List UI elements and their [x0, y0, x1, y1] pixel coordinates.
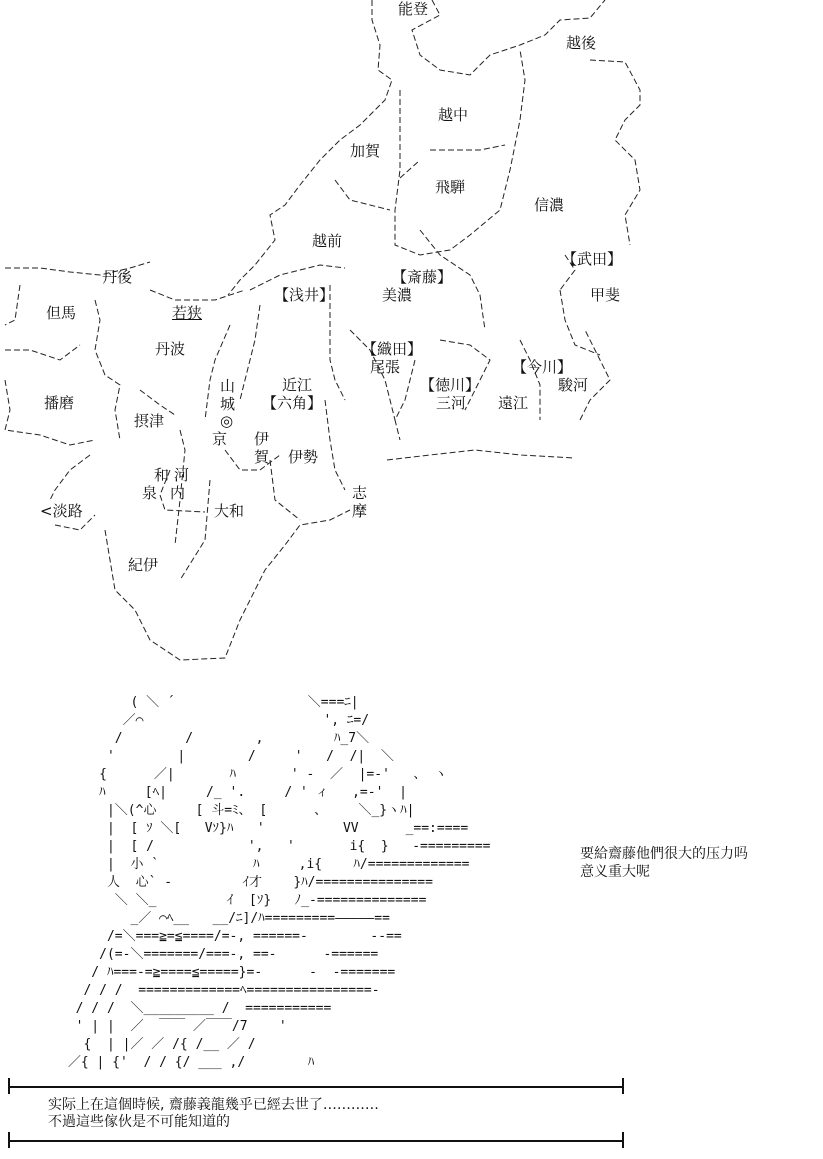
province-settsu: 摂津	[134, 412, 165, 430]
capital-mark-icon: ◎	[220, 412, 234, 430]
aa-line: / / / =============ﾍ================-	[60, 983, 380, 998]
province-mino: 美濃	[382, 286, 413, 304]
province-wa: 和	[154, 466, 170, 484]
aa-line: ' | | ／ ￣￣ ／￣￣/7 '	[60, 1019, 287, 1034]
clan-takeda: 【武田】	[562, 250, 623, 268]
province-etchu: 越中	[438, 106, 469, 124]
aa-line: / ﾊ===-=≧====≦=====}=- - -=======	[60, 965, 396, 980]
side-note-line-1: 要給齋藤他們很大的压力吗	[580, 846, 748, 862]
aa-line: { | |／ ／ /{ /__ ／ /	[60, 1037, 256, 1052]
caption-bottom-rule	[8, 1140, 624, 1142]
side-note	[580, 845, 748, 881]
caption-line-2: 不過這些傢伙是不可能知道的	[48, 1114, 230, 1130]
province-yamato: 大和	[214, 502, 245, 520]
province-awaji: <淡路	[40, 502, 83, 520]
aa-line: { ／| ﾊ ' ‐ ／ |=-' 、 ヽ	[60, 767, 448, 782]
aa-line: ＼ ＼_ ｲ [ｿ} ﾉ_-==============	[60, 893, 427, 908]
aa-line: ( ＼ ´ ＼===ﾆ|	[60, 695, 359, 710]
province-uchi: 内	[170, 484, 186, 502]
aa-line: 人 心` - ｲ才 }ﾊ/===============	[60, 875, 433, 890]
province-tango: 丹後	[102, 268, 133, 286]
aa-line: |＼(^心 [ 斗=ﾐ、 [ 、 ＼_}ヽﾊ|	[60, 803, 415, 818]
province-kai: 甲斐	[590, 286, 621, 304]
province-omi: 近江	[282, 376, 313, 394]
province-iga: 伊 賀	[254, 430, 270, 466]
province-harima: 播磨	[44, 394, 75, 412]
clan-saito: 【斎藤】	[392, 268, 453, 286]
province-tamba: 丹波	[155, 340, 186, 358]
caption-top-rule-cap-left	[8, 1078, 10, 1094]
aa-line: ／⌒ ', ﾆ=/	[60, 713, 370, 728]
aa-line: ' | / ' / /| ＼	[60, 749, 394, 764]
province-tajima: 但馬	[46, 304, 77, 322]
aa-line: ／{ | {' / / {/ ___ ,/ ﾊ	[60, 1055, 315, 1070]
aa-line: _／ ⌒ﾍ__ __/ﾆ]/ﾊ=========―――――==	[60, 911, 390, 926]
province-yamashiro: 山 城	[220, 377, 236, 413]
province-wakasa: 若狭	[172, 304, 203, 322]
province-suruga: 駿河	[558, 376, 589, 394]
aa-line: /(=-＼=======/===-, ==- -======	[60, 947, 379, 962]
province-hida: 飛騨	[435, 178, 466, 196]
caption-top-rule-cap-right	[622, 1078, 624, 1094]
province-izumi: 泉	[142, 484, 158, 502]
province-totomi: 遠江	[498, 394, 529, 412]
clan-oda: 【織田】	[362, 340, 423, 358]
aa-line: / / , ﾊ_7＼	[60, 731, 370, 746]
province-owari: 尾張	[370, 358, 401, 376]
province-echigo: 越後	[566, 34, 597, 52]
province-shinano: 信濃	[534, 196, 565, 214]
province-echizen: 越前	[312, 232, 343, 250]
aa-line: / / / ＼_________ / ===========	[60, 1001, 332, 1016]
province-mikawa: 三河	[436, 394, 467, 412]
caption-bottom-rule-cap-left	[8, 1132, 10, 1148]
clan-asai: 【浅井】	[274, 286, 335, 304]
aa-line: /=＼===≧=≦====/=-, ======- --==	[60, 929, 402, 944]
aa-line: ﾊ [ﾍ| /_ '. / ' ィ ,=-' |	[60, 785, 407, 800]
province-ise: 伊勢	[288, 448, 319, 466]
caption-line-1: 实际上在這個時候, 齋藤義龍幾乎已經去世了…………	[48, 1097, 379, 1113]
province-kii: 紀伊	[128, 556, 159, 574]
clan-imagawa: 【今川】	[512, 358, 573, 376]
province-shima: 志 摩	[352, 484, 368, 520]
caption	[48, 1097, 379, 1131]
side-note-line-2: 意义重大呢	[580, 864, 650, 880]
aa-line: | [ / ', ' i{ } -=========	[60, 839, 491, 854]
caption-bottom-rule-cap-right	[622, 1132, 624, 1148]
aa-line: | 小 ` ﾊ ,i{ ﾊ/=============	[60, 857, 470, 872]
province-kawachi: 河	[174, 466, 190, 484]
province-kyo: 京	[212, 430, 228, 448]
clan-tokugawa: 【徳川】	[420, 376, 481, 394]
aa-line: | [ ｿ ＼[ Vｿ}ﾊ ' VV _==:====	[60, 821, 469, 836]
province-kaga: 加賀	[350, 142, 381, 160]
province-noto: 能登	[398, 0, 429, 18]
caption-top-rule	[8, 1086, 624, 1088]
clan-rokkaku: 【六角】	[262, 394, 323, 412]
